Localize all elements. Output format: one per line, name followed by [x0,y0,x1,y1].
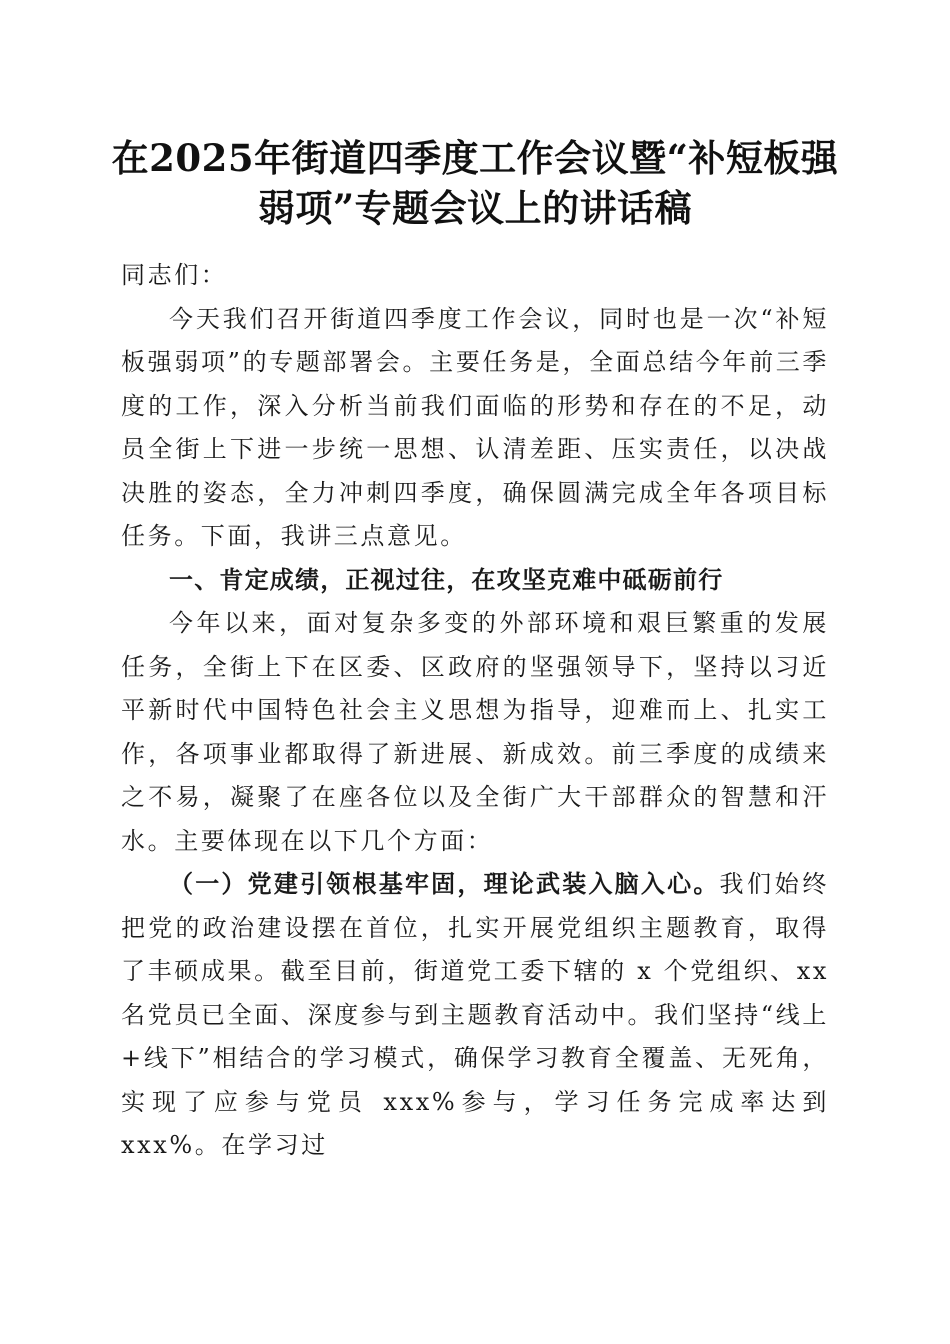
section-heading: 一、肯定成绩，正视过往，在攻坚克难中砥砺前行 [169,565,724,594]
subsection-paragraph [121,863,829,1168]
greeting: 同志们： [121,261,228,289]
page-title: 在2025年街道四季度工作会议暨“补短板强弱项”专题会议上的讲话稿 [111,136,839,230]
intro-paragraph: 今天我们召开街道四季度工作会议，同时也是一次“补短板强弱项”的专题部署会。主要任务是，全面总结今年前三季度的工作，深入分析当前我们面临的形势和存在的不足，动员全街上下进一步统一思想、认清差距、压实责任，以决战决胜的姿态，全力冲刺四季度，确保圆满完成全年各项目标任务。下面，我讲三点意见。 [121,304,829,550]
document-body [121,254,829,1168]
subsection-body: 我们始终把党的政治建设摆在首位，扎实开展党组织主题教育，取得了丰硕成果。截至目前，街道党工委下辖的 x 个党组织、xx 名党员已全面、深度参与到主题教育活动中。我们坚持“线上+线下”相结合的学习模式，确保学习教育全覆盖、无死角，实现了应参与党员 xxx%参与，学习任务完成率达到 xxx%。在学习过 [121,870,829,1159]
section-paragraph: 今年以来，面对复杂多变的外部环境和艰巨繁重的发展任务，全街上下在区委、区政府的坚强领导下，坚持以习近平新时代中国特色社会主义思想为指导，迎难而上、扎实工作，各项事业都取得了新进展、新成效。前三季度的成绩来之不易，凝聚了在座各位以及全街广大干部群众的智慧和汗水。主要体现在以下几个方面： [121,609,829,855]
subsection-lead: （一）党建引领根基牢固，理论武装入脑入心。 [169,870,720,898]
